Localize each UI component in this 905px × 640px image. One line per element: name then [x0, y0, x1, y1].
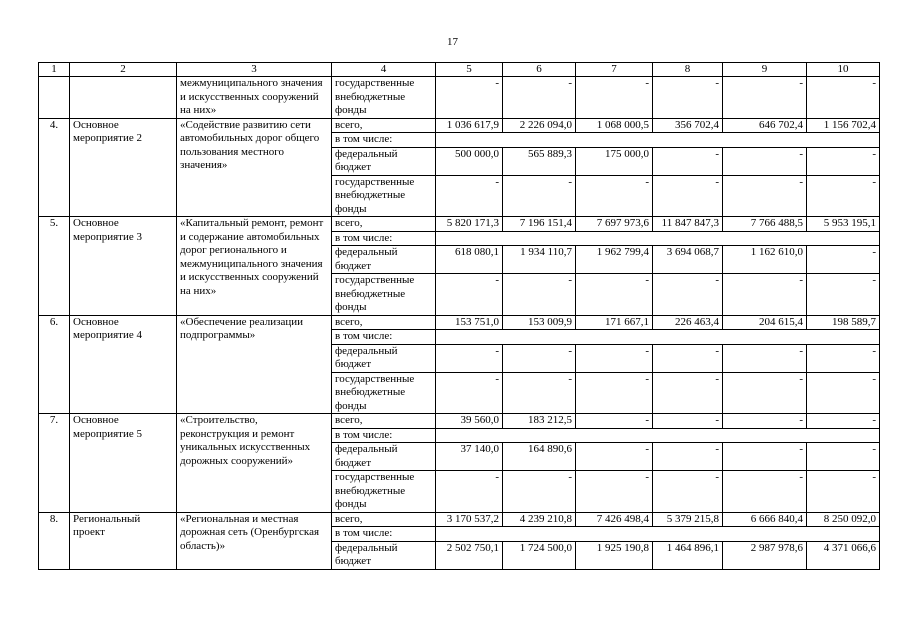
row-number: 8.	[39, 512, 70, 569]
amount-cell: -	[653, 344, 723, 372]
amount-cell: 7 766 488,5	[723, 217, 807, 232]
amount-cell: 618 080,1	[436, 246, 503, 274]
table-row	[39, 77, 880, 119]
amount-cell: 153 751,0	[436, 315, 503, 330]
amount-cell: 171 667,1	[576, 315, 653, 330]
amount-cell: -	[576, 77, 653, 119]
funding-table	[38, 62, 880, 570]
empty-span	[436, 231, 880, 246]
column-header: 4	[332, 63, 436, 77]
source-label: государственные внебюджетные фонды	[332, 77, 436, 119]
amount-cell: -	[503, 175, 576, 217]
amount-cell: 1 724 500,0	[503, 541, 576, 569]
amount-cell: -	[576, 274, 653, 316]
source-label: федеральный бюджет	[332, 246, 436, 274]
amount-cell: -	[723, 471, 807, 513]
amount-cell: -	[807, 175, 880, 217]
amount-cell: -	[723, 274, 807, 316]
source-label: федеральный бюджет	[332, 443, 436, 471]
amount-cell: -	[576, 471, 653, 513]
amount-cell: -	[807, 471, 880, 513]
amount-cell: 3 694 068,7	[653, 246, 723, 274]
amount-cell: -	[723, 77, 807, 119]
amount-cell: -	[807, 147, 880, 175]
amount-cell: -	[653, 147, 723, 175]
empty-span	[436, 527, 880, 542]
table-row	[39, 512, 880, 527]
amount-cell: -	[576, 175, 653, 217]
amount-cell: 565 889,3	[503, 147, 576, 175]
amount-cell: -	[436, 175, 503, 217]
amount-cell: -	[653, 274, 723, 316]
amount-cell: 2 226 094,0	[503, 118, 576, 133]
column-header: 3	[177, 63, 332, 77]
amount-cell: -	[723, 147, 807, 175]
amount-cell: 5 379 215,8	[653, 512, 723, 527]
amount-cell: 7 426 498,4	[576, 512, 653, 527]
amount-cell: -	[653, 414, 723, 429]
source-label: всего,	[332, 512, 436, 527]
amount-cell: 1 962 799,4	[576, 246, 653, 274]
amount-cell: -	[807, 443, 880, 471]
amount-cell: -	[436, 471, 503, 513]
amount-cell: 1 156 702,4	[807, 118, 880, 133]
amount-cell: -	[807, 414, 880, 429]
amount-cell: 226 463,4	[653, 315, 723, 330]
column-header-row	[39, 63, 880, 77]
amount-cell: 2 987 978,6	[723, 541, 807, 569]
column-header: 2	[70, 63, 177, 77]
amount-cell: -	[503, 77, 576, 119]
amount-cell: 2 502 750,1	[436, 541, 503, 569]
source-label: в том числе:	[332, 133, 436, 148]
amount-cell: 175 000,0	[576, 147, 653, 175]
amount-cell: 1 934 110,7	[503, 246, 576, 274]
source-label: федеральный бюджет	[332, 541, 436, 569]
amount-cell: 4 239 210,8	[503, 512, 576, 527]
amount-cell: 500 000,0	[436, 147, 503, 175]
amount-cell: 5 953 195,1	[807, 217, 880, 232]
amount-cell: 356 702,4	[653, 118, 723, 133]
amount-cell: -	[576, 372, 653, 414]
source-label: всего,	[332, 315, 436, 330]
row-number: 6.	[39, 315, 70, 414]
amount-cell: 7 697 973,6	[576, 217, 653, 232]
table-row	[39, 217, 880, 232]
amount-cell: 1 925 190,8	[576, 541, 653, 569]
amount-cell: 37 140,0	[436, 443, 503, 471]
event-name-continuation: межмуниципального значения и искусственных сооружений на них»	[177, 77, 332, 119]
event-type: Основное мероприятие 5	[70, 414, 177, 513]
amount-cell: 1 036 617,9	[436, 118, 503, 133]
empty-span	[436, 330, 880, 345]
amount-cell: -	[653, 443, 723, 471]
event-type: Основное мероприятие 4	[70, 315, 177, 414]
event-name: «Обеспечение реализации подпрограммы»	[177, 315, 332, 414]
page-number: 17	[447, 36, 458, 48]
column-header: 5	[436, 63, 503, 77]
amount-cell: 153 009,9	[503, 315, 576, 330]
amount-cell: -	[723, 344, 807, 372]
amount-cell: 204 615,4	[723, 315, 807, 330]
amount-cell: -	[503, 344, 576, 372]
amount-cell: 5 820 171,3	[436, 217, 503, 232]
amount-cell: -	[653, 175, 723, 217]
amount-cell: -	[723, 175, 807, 217]
amount-cell: -	[436, 372, 503, 414]
source-label: всего,	[332, 217, 436, 232]
amount-cell: 164 890,6	[503, 443, 576, 471]
amount-cell: -	[807, 246, 880, 274]
amount-cell: -	[653, 471, 723, 513]
event-type: Основное мероприятие 3	[70, 217, 177, 316]
row-number: 7.	[39, 414, 70, 513]
amount-cell: -	[723, 443, 807, 471]
amount-cell: -	[436, 77, 503, 119]
event-name: «Капитальный ремонт, ремонт и содержание автомобильных дорог регионального и межмуниципального значения и искусственных сооружений на них»	[177, 217, 332, 316]
source-label: в том числе:	[332, 330, 436, 345]
event-type: Региональный проект	[70, 512, 177, 569]
amount-cell: 1 162 610,0	[723, 246, 807, 274]
event-type: Основное мероприятие 2	[70, 118, 177, 217]
amount-cell: 3 170 537,2	[436, 512, 503, 527]
column-header: 7	[576, 63, 653, 77]
column-header: 6	[503, 63, 576, 77]
amount-cell: 11 847 847,3	[653, 217, 723, 232]
amount-cell: -	[807, 77, 880, 119]
amount-cell: -	[503, 372, 576, 414]
source-label: в том числе:	[332, 231, 436, 246]
amount-cell: -	[436, 274, 503, 316]
amount-cell: 1 068 000,5	[576, 118, 653, 133]
amount-cell: 183 212,5	[503, 414, 576, 429]
column-header: 8	[653, 63, 723, 77]
column-header: 9	[723, 63, 807, 77]
source-label: федеральный бюджет	[332, 147, 436, 175]
amount-cell: 39 560,0	[436, 414, 503, 429]
source-label: в том числе:	[332, 527, 436, 542]
column-header: 10	[807, 63, 880, 77]
table-row	[39, 414, 880, 429]
amount-cell: -	[723, 414, 807, 429]
amount-cell: -	[807, 274, 880, 316]
amount-cell: -	[503, 274, 576, 316]
amount-cell: -	[723, 372, 807, 414]
amount-cell: -	[576, 414, 653, 429]
amount-cell: -	[653, 372, 723, 414]
amount-cell: -	[436, 344, 503, 372]
amount-cell: 8 250 092,0	[807, 512, 880, 527]
event-name: «Региональная и местная дорожная сеть (Оренбургская область)»	[177, 512, 332, 569]
amount-cell: -	[576, 443, 653, 471]
amount-cell: -	[503, 471, 576, 513]
table-row	[39, 315, 880, 330]
event-name: «Строительство, реконструкция и ремонт уникальных искусственных дорожных сооружений»	[177, 414, 332, 513]
amount-cell: -	[807, 344, 880, 372]
source-label: всего,	[332, 414, 436, 429]
source-label: государственные внебюджетные фонды	[332, 471, 436, 513]
amount-cell: 198 589,7	[807, 315, 880, 330]
source-label: всего,	[332, 118, 436, 133]
source-label: федеральный бюджет	[332, 344, 436, 372]
event-name: «Содействие развитию сети автомобильных дорог общего пользования местного значения»	[177, 118, 332, 217]
source-label: государственные внебюджетные фонды	[332, 372, 436, 414]
amount-cell: -	[576, 344, 653, 372]
source-label: государственные внебюджетные фонды	[332, 274, 436, 316]
amount-cell: 6 666 840,4	[723, 512, 807, 527]
row-number: 5.	[39, 217, 70, 316]
source-label: в том числе:	[332, 428, 436, 443]
empty-span	[436, 428, 880, 443]
amount-cell: -	[653, 77, 723, 119]
empty-span	[436, 133, 880, 148]
amount-cell: 7 196 151,4	[503, 217, 576, 232]
column-header: 1	[39, 63, 70, 77]
amount-cell: 4 371 066,6	[807, 541, 880, 569]
amount-cell: 646 702,4	[723, 118, 807, 133]
source-label: государственные внебюджетные фонды	[332, 175, 436, 217]
amount-cell: 1 464 896,1	[653, 541, 723, 569]
table-row	[39, 118, 880, 133]
row-number: 4.	[39, 118, 70, 217]
amount-cell: -	[807, 372, 880, 414]
